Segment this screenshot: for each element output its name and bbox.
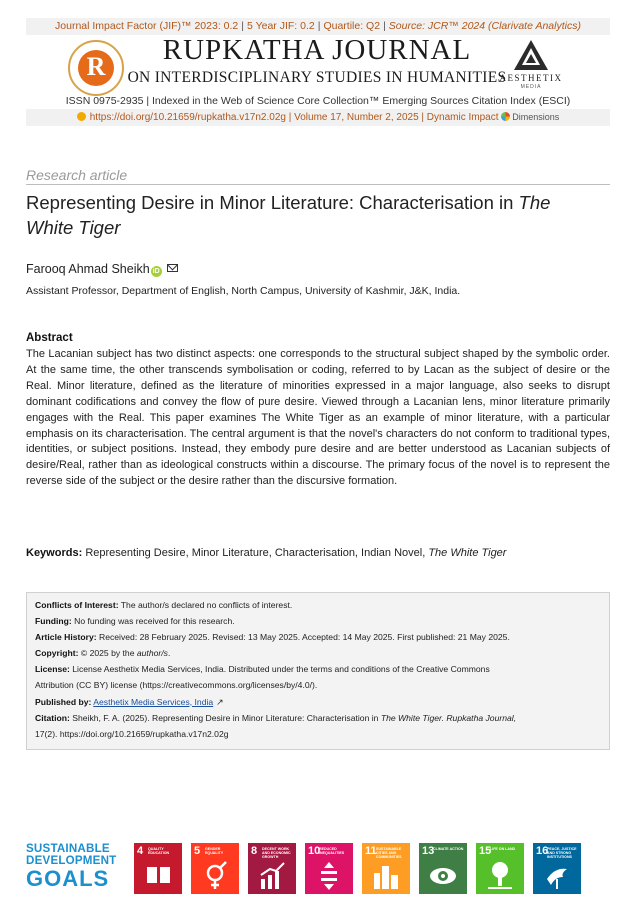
- history-value: Received: 28 February 2025. Revised: 13 May 2025. Accepted: 14 May 2025. First published: 21 May 2025.: [99, 632, 510, 643]
- published-row: [35, 694, 601, 710]
- orcid-icon[interactable]: iD: [152, 268, 160, 275]
- citation-value-1: Sheikh, F. A. (2025). Representing Desire in Minor Literature: Characterisation in: [72, 712, 381, 723]
- keywords: [26, 547, 610, 559]
- sdg-tile-number: 13: [422, 845, 435, 857]
- history-row: [35, 629, 601, 645]
- sdg-tile-16: [533, 843, 581, 894]
- author-line: [26, 262, 178, 277]
- sdg-logo-go: GO: [26, 866, 63, 891]
- doi-icon: [77, 112, 86, 121]
- sdg-tile-number: 8: [251, 845, 258, 857]
- keywords-list: Representing Desire, Minor Literature, Characterisation, Indian Novel,: [85, 547, 429, 559]
- license-row-2: [35, 677, 601, 693]
- impact-factor: Journal Impact Factor (JIF)™ 2023: 0.2: [55, 20, 239, 32]
- license-label: License:: [35, 664, 70, 675]
- journal-title: RUPKATHA JOURNAL: [162, 34, 472, 66]
- journal-logo: [68, 40, 124, 96]
- sdg-tile-label: QUALITY EDUCATION: [148, 847, 170, 856]
- sdg-logo-line2: DEVELOPMENT: [26, 854, 117, 867]
- journal-masthead: [122, 34, 512, 88]
- sdg-tile-5: [191, 843, 239, 894]
- five-year-jif: 5 Year JIF: 0.2: [247, 20, 315, 32]
- article-info-box: [26, 592, 610, 750]
- doi-bar: https://doi.org/10.21659/rupkatha.v17n2.02g | Volume 17, Number 2, 2025 | Dynamic Impact Dimensions: [26, 109, 610, 126]
- sdg-tile-13: [419, 843, 467, 894]
- citation-label: Citation:: [35, 712, 70, 723]
- dimensions-icon: [501, 112, 510, 121]
- external-link-icon[interactable]: ↗: [216, 696, 224, 707]
- copyright-value: © 2025 by the: [80, 648, 137, 659]
- sdg-logo: [26, 843, 130, 891]
- publisher-logo-icon: [492, 38, 570, 100]
- conflicts-row: [35, 597, 601, 613]
- keywords-label: Keywords:: [26, 547, 83, 559]
- citation-italic: The White Tiger. Rupkatha Journal,: [380, 712, 517, 723]
- sdg-tile-11: [362, 843, 410, 894]
- author-name: Farooq Ahmad Sheikh: [26, 262, 150, 276]
- copyright-label: Copyright:: [35, 648, 79, 659]
- sdg-logo-goals: [26, 867, 130, 891]
- sdg-tile-label: LIFE ON LAND: [490, 847, 516, 851]
- sdg-tile-label: SUSTAINABLE CITIES AND COMMUNITIES: [376, 847, 402, 860]
- issn-index-line: ISSN 0975-2935 | Indexed in the Web of Science Core Collection™ Emerging Sources Citation Index (ESCI): [65, 95, 571, 107]
- sdg-tile-label: REDUCED INEQUALITIES: [319, 847, 345, 856]
- article-title: [26, 190, 601, 240]
- equality-icon: [315, 861, 343, 891]
- sdg-tile-15: [476, 843, 524, 894]
- sdg-tile-label: CLIMATE ACTION: [433, 847, 464, 851]
- eye-globe-icon: [429, 861, 457, 891]
- journal-subtitle: ON INTERDISCIPLINARY STUDIES IN HUMANITIES: [127, 69, 507, 86]
- dynamic-impact[interactable]: Dynamic Impact: [426, 112, 499, 123]
- copyright-italic: author/s: [136, 648, 168, 659]
- citation-row: [35, 710, 601, 726]
- funding-label: Funding:: [35, 616, 72, 627]
- license-value-1: License Aesthetix Media Services, India. Distributed under the terms and conditions of the Creative Commons: [72, 664, 490, 675]
- article-title-text: Representing Desire in Minor Literature: Characterisation in: [26, 192, 519, 213]
- tree-icon: [486, 861, 514, 891]
- sdg-tile-label: DECENT WORK AND ECONOMIC GROWTH: [262, 847, 291, 860]
- funding-row: [35, 613, 601, 629]
- sdg-tile-number: 5: [194, 845, 201, 857]
- history-label: Article History:: [35, 632, 97, 643]
- divider: [26, 184, 610, 185]
- email-icon[interactable]: [167, 264, 178, 272]
- journal-logo-letter: R: [78, 50, 114, 86]
- growth-chart-icon: [258, 861, 286, 891]
- gender-icon: [201, 861, 229, 891]
- funding-value: No funding was received for this research.: [74, 616, 235, 627]
- publisher-link[interactable]: Aesthetix Media Services, India: [93, 696, 214, 707]
- publisher-name: AESTHETIX: [499, 73, 563, 83]
- sdg-tile-4: [134, 843, 182, 894]
- section-label: Research article: [26, 167, 128, 183]
- sdg-logo-line1: SUSTAINABLE: [26, 842, 110, 855]
- sdg-tile-number: 11: [365, 845, 377, 857]
- journal-metrics-bar: Journal Impact Factor (JIF)™ 2023: 0.2 | 5 Year JIF: 0.2 | Quartile: Q2 | Source: JCR™ 2024 (Clarivate Analytics): [26, 18, 610, 35]
- sdg-logo-als: ALS: [62, 866, 110, 891]
- citation-row-2: [35, 726, 601, 742]
- license-row: [35, 661, 601, 677]
- publisher-sub: MEDIA: [520, 84, 542, 90]
- abstract-heading: Abstract: [26, 332, 73, 344]
- metrics-source: Source: JCR™ 2024 (Clarivate Analytics): [388, 20, 581, 32]
- sdg-tile-8: [248, 843, 296, 894]
- sdg-tile-label: GENDER EQUALITY: [205, 847, 224, 856]
- sdg-tile-label: PEACE, JUSTICE AND STRONG INSTITUTIONS: [547, 847, 577, 860]
- doi-link[interactable]: https://doi.org/10.21659/rupkatha.v17n2.02g: [89, 112, 286, 123]
- sdg-tile-number: 10: [308, 845, 321, 857]
- published-label: Published by:: [35, 696, 92, 707]
- conflicts-value: The author/s declared no conflicts of interest.: [120, 600, 293, 610]
- abstract-text: The Lacanian subject has two distinct aspects: one corresponds to the structural subject shaped by the symbolic order. At the same time, the other transcends symbolisation or coding, referred to by Lacan as the subject of desire or the Real. Minor literature, defined as the literature of minorities expressed in a major language, also seeks to disrupt dominant codifications and convey the flow of pure desire. Viewed through a Lacanian lens, minor literature primarily engages with the Real. This paper examines The White Tiger as an example of minor literature, with a particular emphasis on its characterisation. The central argument is that the novel's characters do not conform to traditional types, identities, or subject positions. Instead, they embody pure desire and are better understood as Lacanian subjects of desire/Real, rather than as ideological constructs within a discourse. The primary focus of the novel is to represent the reverse side of the subject or the desire rather than the discursive formation.: [26, 348, 610, 488]
- sdg-tile-10: [305, 843, 353, 894]
- city-icon: [372, 861, 400, 891]
- license-value-2: Attribution (CC BY) license (https://creativecommons.org/licenses/by/4.0/).: [35, 680, 318, 691]
- dimensions-label[interactable]: Dimensions: [512, 112, 560, 122]
- author-affiliation: Assistant Professor, Department of English, North Campus, University of Kashmir, J&K, India.: [26, 285, 461, 297]
- article-title-italic: The White Tiger: [26, 192, 551, 238]
- keywords-italic: The White Tiger: [428, 547, 507, 559]
- citation-value-2: 17(2). https://doi.org/10.21659/rupkatha.v17n2.02g: [35, 728, 229, 739]
- book-icon: [144, 861, 172, 891]
- dove-icon: [543, 861, 571, 891]
- copyright-row: Copyright: © 2025 by the author/s.: [35, 648, 171, 659]
- sdg-tile-number: 16: [536, 845, 549, 857]
- conflicts-label: Conflicts of Interest:: [35, 600, 119, 610]
- sdg-tile-number: 15: [479, 845, 492, 857]
- sdg-tile-number: 4: [137, 845, 144, 857]
- volume-info: Volume 17, Number 2, 2025: [294, 112, 419, 123]
- quartile: Quartile: Q2: [323, 20, 381, 32]
